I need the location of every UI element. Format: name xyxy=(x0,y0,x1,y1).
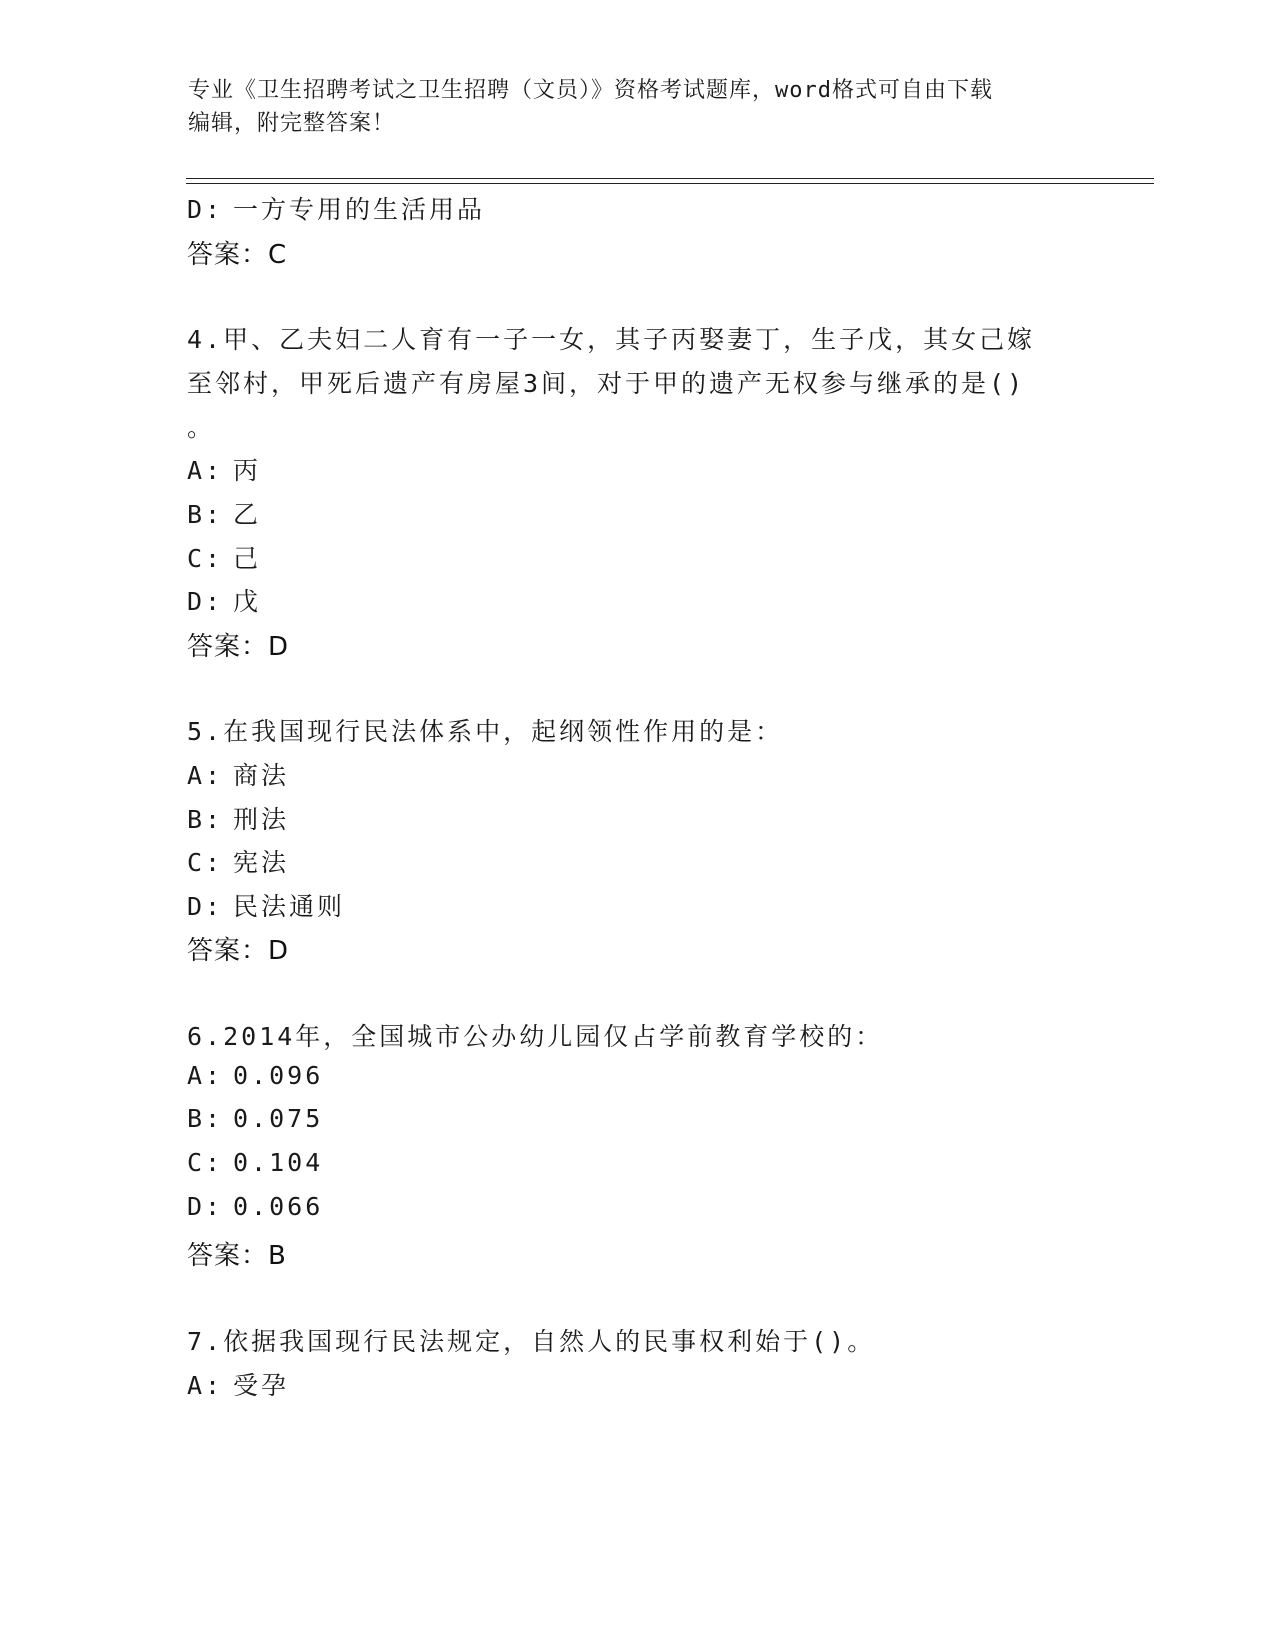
q3-answer: 答案：C xyxy=(187,240,288,270)
q3-option-d xyxy=(187,190,485,226)
option-text: 民法通则 xyxy=(233,892,346,921)
option-text: 己 xyxy=(233,544,262,573)
option-text: 戊 xyxy=(233,587,262,616)
option-text: 宪法 xyxy=(233,848,290,877)
header-rule-top xyxy=(186,178,1154,179)
option-text: 0.066 xyxy=(233,1192,324,1221)
q4-option-c xyxy=(187,539,261,575)
header-line-2: 编辑，附完整答案！ xyxy=(188,111,396,136)
q4-option-d xyxy=(187,582,261,618)
q5-answer: 答案：D xyxy=(187,936,290,966)
q6-option-a xyxy=(187,1061,323,1090)
q4-option-a xyxy=(187,451,261,487)
q6-answer: 答案：B xyxy=(187,1241,287,1271)
option-label: D: xyxy=(187,195,224,224)
option-label: A: xyxy=(187,761,224,790)
option-label: B: xyxy=(187,500,224,529)
q7-option-a xyxy=(187,1366,289,1402)
q4-option-b xyxy=(187,495,261,531)
option-label: D: xyxy=(187,892,224,921)
option-text: 受孕 xyxy=(233,1371,290,1400)
option-text: 丙 xyxy=(233,456,262,485)
option-label: D: xyxy=(187,587,224,616)
option-label: D: xyxy=(187,1192,224,1221)
option-text: 乙 xyxy=(233,500,262,529)
page-header xyxy=(188,74,1088,140)
q5-option-c xyxy=(187,843,289,879)
option-text: 0.104 xyxy=(233,1148,324,1177)
q5-stem: 5.在我国现行民法体系中，起纲领性作用的是： xyxy=(187,717,784,746)
option-label: C: xyxy=(187,544,224,573)
header-line-1: 专业《卫生招聘考试之卫生招聘（文员）》资格考试题库，word格式可自由下载 xyxy=(188,78,993,103)
option-label: B: xyxy=(187,805,224,834)
option-label: B: xyxy=(187,1104,224,1133)
option-text: 刑法 xyxy=(233,805,290,834)
q4-answer: 答案：D xyxy=(187,632,290,662)
q4-stem-line-1: 4.甲、乙夫妇二人育有一子一女，其子丙娶妻丁，生子戊，其女己嫁 xyxy=(187,325,1036,354)
q4-stem-line-3: 。 xyxy=(187,413,216,442)
option-label: A: xyxy=(187,456,224,485)
option-text: 一方专用的生活用品 xyxy=(233,195,486,224)
option-text: 0.075 xyxy=(233,1104,324,1133)
q5-option-b xyxy=(187,800,289,836)
q5-option-a xyxy=(187,756,289,792)
q6-option-c xyxy=(187,1148,323,1177)
q4-stem-line-2: 至邻村，甲死后遗产有房屋3间，对于甲的遗产无权参与继承的是() xyxy=(187,369,1026,398)
option-label: C: xyxy=(187,848,224,877)
q5-option-d xyxy=(187,887,345,923)
option-label: A: xyxy=(187,1061,224,1090)
option-text: 商法 xyxy=(233,761,290,790)
option-text: 0.096 xyxy=(233,1061,324,1090)
option-label: C: xyxy=(187,1148,224,1177)
q7-stem: 7.依据我国现行民法规定，自然人的民事权利始于()。 xyxy=(187,1327,876,1356)
option-label: A: xyxy=(187,1371,224,1400)
header-rule-bottom xyxy=(186,183,1154,184)
q6-option-b xyxy=(187,1104,323,1133)
q6-option-d xyxy=(187,1192,323,1221)
q6-stem: 6.2014年，全国城市公办幼儿园仅占学前教育学校的： xyxy=(187,1022,884,1051)
